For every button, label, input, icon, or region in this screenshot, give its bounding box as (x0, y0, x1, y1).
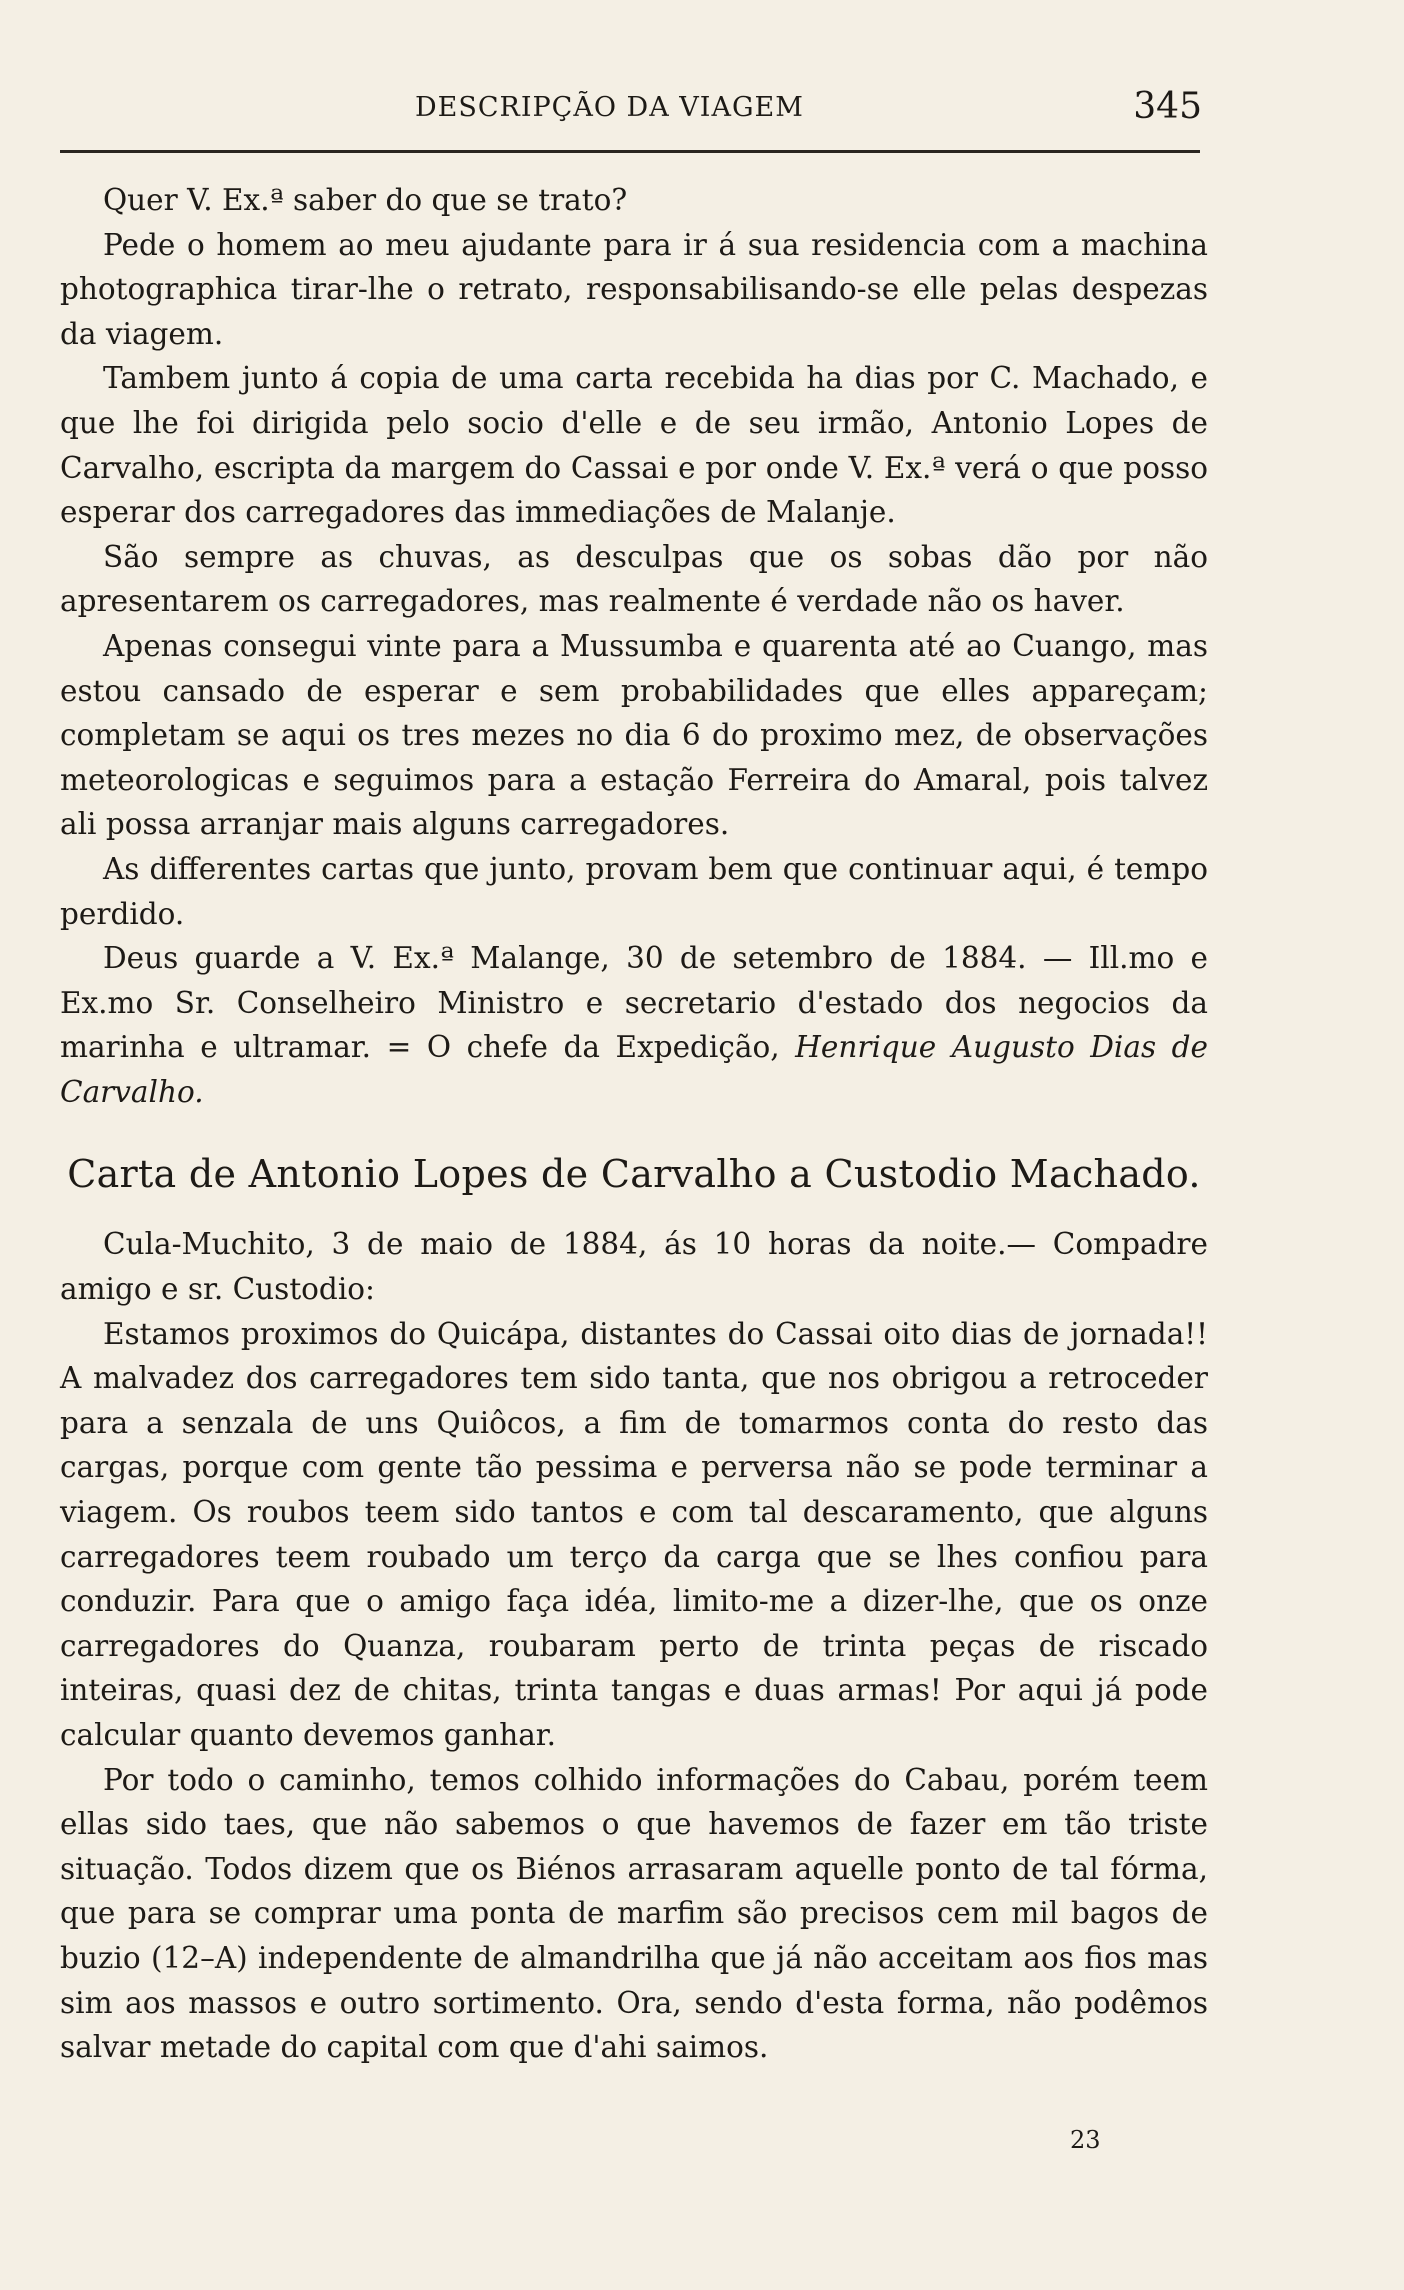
header-rule (60, 150, 1200, 153)
paragraph: Quer V. Ex.ª saber do que se trato? (103, 183, 628, 217)
paragraph: Por todo o caminho, temos colhido informações do Cabau, porém teem ellas sido taes, que não sabemos o que havemos de fazer em tão triste situação. Todos dizem que os Biénos arrasaram aquelle ponto de tal fórma, que para se comprar uma ponta de marfim são precisos cem mil bagos de buzio (12–A) independente de almandrilha que já não acceitam aos fios mas sim aos massos e outro sortimento. Ora, sendo d'esta forma, não podêmos salvar metade do capital com que d'ahi saimos. (60, 1762, 1208, 2065)
paragraph: São sempre as chuvas, as desculpas que os sobas dão por não apresentarem os carregadores, mas realmente é verdade não os haver. (60, 539, 1208, 619)
closing-paragraph (60, 936, 1208, 1114)
running-head-title: DESCRIPÇÃO DA VIAGEM (415, 92, 804, 123)
running-head (60, 86, 1210, 136)
letter-heading: Carta de Antonio Lopes de Carvalho a Custodio Machado. (67, 1152, 1201, 1197)
folio-signature: 23 (1070, 2126, 1101, 2154)
paragraph: Estamos proximos do Quicápa, distantes do Cassai oito dias de jornada!! A malvadez dos carregadores tem sido tanta, que nos obrigou a retroceder para a senzala de uns Quiôcos, a fim de tomarmos conta do resto das cargas, porque com gente tão pessima e perversa não se pode terminar a viagem. Os roubos teem sido tantos e com tal descaramento, que alguns carregadores teem roubado um terço da carga que se lhes confiou para conduzir. Para que o amigo faça idéa, limito-me a dizer-lhe, que os onze carregadores do Quanza, roubaram perto de trinta peças de riscado inteiras, quasi dez de chitas, trinta tangas e duas armas! Por aqui já pode calcular quanto devemos ganhar. (60, 1316, 1208, 1752)
page-number: 345 (1133, 86, 1202, 127)
signature: Henrique Augusto Dias de Carvalho. (60, 1030, 1208, 1109)
paragraph: As differentes cartas que junto, provam bem que continuar aqui, é tempo perdido. (60, 851, 1208, 931)
paragraph: Cula-Muchito, 3 de maio de 1884, ás 10 horas da noite.— Compadre amigo e sr. Custodio: (60, 1227, 1208, 1307)
body-text (60, 178, 1208, 2070)
paragraph: Tambem junto á copia de uma carta recebida ha dias por C. Machado, e que lhe foi dirigida pelo socio d'elle e de seu irmão, Antonio Lopes de Carvalho, escripta da margem do Cassai e por onde V. Ex.ª verá o que posso esperar dos carregadores das immediações de Malanje. (60, 361, 1208, 530)
book-page (60, 0, 1210, 2290)
paragraph: Apenas consegui vinte para a Mussumba e quarenta até ao Cuango, mas estou cansado de esperar e sem probabilidades que elles appareçam; completam se aqui os tres mezes no dia 6 do proximo mez, de observações meteorologicas e seguimos para a estação Ferreira do Amaral, pois talvez ali possa arranjar mais alguns carregadores. (60, 628, 1208, 842)
closing-text: Deus guarde a V. Ex.ª Malange, 30 de setembro de 1884. — Ill.mo e Ex.mo Sr. Conselheiro Ministro e secretario d'estado dos negocios da marinha e ultramar. = O chefe da Expedição, (60, 941, 1208, 1065)
paragraph: Pede o homem ao meu ajudante para ir á sua residencia com a machina photographica tirar-lhe o retrato, responsabilisando-se elle pelas despezas da viagem. (60, 227, 1208, 351)
